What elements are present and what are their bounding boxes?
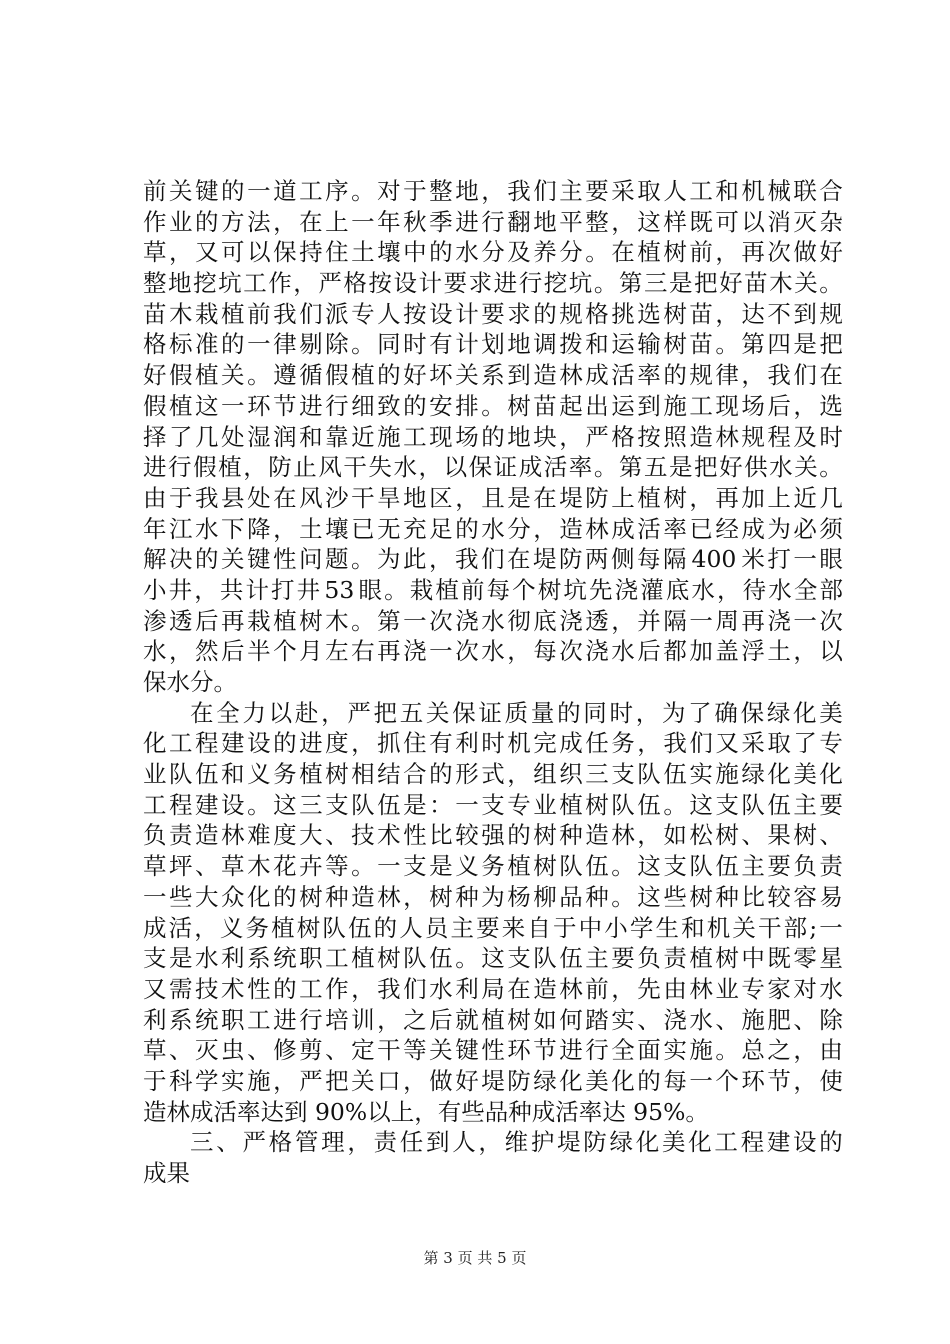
text-line: 择 了 几 处 湿 润 和 靠 近 施 工 现 场 的 地 块 ， 严 格 按 照 造 林 规 程 及 时 (143, 422, 843, 451)
text-line: 业 队 伍 和 义 务 植 树 相 结 合 的 形 式 ， 组 织 三 支 队 伍 实 施 绿 化 美 化 (143, 760, 843, 789)
text-line: 好 假 植 关 。 遵 循 假 植 的 好 坏 关 系 到 造 林 成 活 率 的 规 律 ， 我 们 在 (143, 361, 843, 390)
text-line: 前 关 键 的 一 道 工 序 。 对 于 整 地 ， 我 们 主 要 采 取 人 工 和 机 械 联 合 (143, 177, 843, 205)
text-line: 格 标 准 的 一 律 剔 除 。 同 时 有 计 划 地 调 拨 和 运 输 树 苗 。 第 四 是 把 (143, 330, 843, 359)
text-line: 成果 (143, 1159, 190, 1187)
text-line: 在 全 力 以 赴 ， 严 把 五 关 保 证 质 量 的 同 时 ， 为 了 确 保 绿 化 美 (190, 698, 843, 727)
text-line: 苗 木 栽 植 前 我 们 派 专 人 按 设 计 要 求 的 规 格 挑 选 树 苗 ， 达 不 到 规 (143, 299, 843, 328)
text-line: 草 、 灭 虫 、 修 剪 、 定 干 等 关 键 性 环 节 进 行 全 面 实 施 。 总 之 ， 由 (143, 1036, 843, 1065)
text-line: 化 工 程 建 设 的 进 度 ， 抓 住 有 利 时 机 完 成 任 务 ， 我 们 又 采 取 了 专 (143, 729, 843, 758)
text-line: 于 科 学 实 施 ， 严 把 关 口 ， 做 好 堤 防 绿 化 美 化 的 每 一 个 环 节 ， 使 (143, 1066, 843, 1095)
text-line: 支 是 水 利 系 统 职 工 植 树 队 伍 。 这 支 队 伍 主 要 负 责 植 树 中 既 零 星 (143, 944, 843, 973)
page-footer: 第 3 页 共 5 页 (423, 1249, 527, 1267)
text-line: 又 需 技 术 性 的 工 作 ， 我 们 水 利 局 在 造 林 前 ， 先 由 林 业 专 家 对 水 (143, 974, 843, 1003)
text-line: 假 植 这 一 环 节 进 行 细 致 的 安 排 。 树 苗 起 出 运 到 施 工 现 场 后 ， 选 (143, 391, 843, 420)
text-line: 整 地 挖 坑 工 作 ， 严 格 按 设 计 要 求 进 行 挖 坑 。 第 三 是 把 好 苗 木 关 。 (143, 269, 843, 298)
text-line: 造林成活率达到 90%以上，有些品种成活率达 95%。 (143, 1097, 709, 1126)
text-line: 负 责 造 林 难 度 大 、 技 术 性 比 较 强 的 树 种 造 林 ， 如 松 树 、 果 树 、 (143, 821, 843, 850)
text-line: 草 ， 又 可 以 保 持 住 土 壤 中 的 水 分 及 养 分 。 在 植 树 前 ， 再 次 做 好 (143, 238, 843, 267)
text-line: 由 于 我 县 处 在 风 沙 干 旱 地 区 ， 且 是 在 堤 防 上 植 树 ， 再 加 上 近 几 (143, 483, 843, 512)
text-line: 水 ， 然 后 半 个 月 左 右 再 浇 一 次 水 ， 每 次 浇 水 后 都 加 盖 浮 土 ， 以 (143, 637, 843, 666)
text-line: 作 业 的 方 法 ， 在 上 一 年 秋 季 进 行 翻 地 平 整 ， 这 样 既 可 以 消 灭 杂 (143, 207, 843, 236)
text-line: 渗 透 后 再 栽 植 树 木 。 第 一 次 浇 水 彻 底 浇 透 ， 并 隔 一 周 再 浇 一 次 (143, 606, 843, 635)
text-line: 成 活 ， 义 务 植 树 队 伍 的 人 员 主 要 来 自 于 中 小 学 生 和 机 关 干 部 ; 一 (143, 913, 843, 942)
text-line: 解 决 的 关 键 性 问 题 。 为 此 ， 我 们 在 堤 防 两 侧 每 隔 400 米 打 一 眼 (143, 545, 843, 574)
text-line: 利 系 统 职 工 进 行 培 训 ， 之 后 就 植 树 如 何 踏 实 、 浇 水 、 施 肥 、 除 (143, 1005, 843, 1034)
text-line: 草 坪 、 草 木 花 卉 等 。 一 支 是 义 务 植 树 队 伍 。 这 支 队 伍 主 要 负 责 (143, 852, 843, 881)
text-line: 工 程 建 设 。 这 三 支 队 伍 是 ： 一 支 专 业 植 树 队 伍 。 这 支 队 伍 主 要 (143, 790, 843, 819)
text-line: 小 井 ， 共 计 打 井 53 眼 。 栽 植 前 每 个 树 坑 先 浇 灌 底 水 ， 待 水 全 部 (143, 575, 843, 604)
text-line: 保水分。 (143, 668, 237, 696)
text-line: 进 行 假 植 ， 防 止 风 干 失 水 ， 以 保 证 成 活 率 。 第 五 是 把 好 供 水 关 。 (143, 453, 843, 482)
body-text (143, 176, 843, 1189)
text-line: 一 些 大 众 化 的 树 种 造 林 ， 树 种 为 杨 柳 品 种 。 这 些 树 种 比 较 容 易 (143, 882, 843, 911)
text-line: 三 、 严 格 管 理 ， 责 任 到 人 ， 维 护 堤 防 绿 化 美 化 工 程 建 设 的 (190, 1128, 843, 1157)
text-line: 年 江 水 下 降 ， 土 壤 已 无 充 足 的 水 分 ， 造 林 成 活 率 已 经 成 为 必 须 (143, 514, 843, 543)
